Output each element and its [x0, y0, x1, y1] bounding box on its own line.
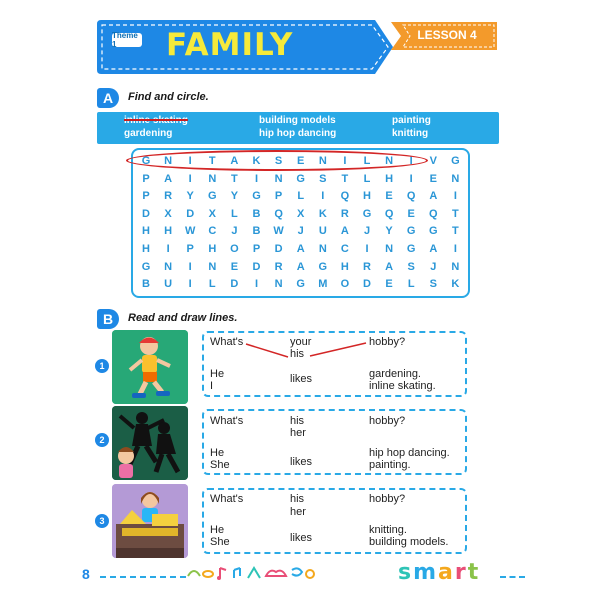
grid-letter[interactable]: K — [451, 278, 460, 291]
pronoun-option[interactable]: his — [290, 348, 305, 360]
word-bank-item: building models — [259, 115, 336, 126]
grid-letter[interactable]: L — [407, 278, 415, 291]
inline-skating-picture — [112, 330, 188, 404]
grid-letter[interactable]: A — [429, 243, 438, 255]
word-bank — [97, 112, 499, 144]
answer-option[interactable]: painting. — [369, 459, 411, 471]
grid-letter[interactable]: N — [451, 260, 460, 273]
grid-letter[interactable]: W — [273, 225, 284, 238]
grid-letter[interactable]: H — [363, 190, 371, 203]
grid-letter[interactable]: B — [142, 278, 150, 291]
grid-letter[interactable]: I — [188, 260, 192, 273]
grid-letter[interactable]: N — [164, 260, 173, 273]
grid-letter[interactable]: L — [363, 155, 371, 167]
grid-letter[interactable]: N — [208, 260, 217, 273]
grid-letter[interactable]: I — [365, 243, 369, 255]
grid-letter[interactable]: A — [296, 260, 305, 273]
grid-letter[interactable]: G — [252, 190, 261, 203]
grid-letter[interactable]: G — [406, 243, 416, 255]
grid-letter[interactable]: J — [363, 225, 371, 238]
grid-letter[interactable]: G — [362, 207, 372, 220]
grid-letter[interactable]: P — [274, 190, 283, 203]
grid-letter[interactable]: X — [297, 207, 305, 220]
subject-option[interactable]: He — [210, 524, 225, 536]
grid-letter[interactable]: O — [230, 243, 239, 255]
grid-letter[interactable]: H — [385, 172, 394, 185]
grid-letter[interactable]: I — [254, 172, 259, 185]
grid-letter[interactable]: Y — [186, 190, 194, 203]
grid-letter[interactable]: H — [340, 260, 349, 273]
grid-letter[interactable]: C — [208, 225, 217, 238]
pronoun-option[interactable]: her — [290, 427, 306, 439]
grid-letter[interactable]: T — [341, 172, 349, 185]
question-start: What's — [210, 493, 244, 505]
answer-option[interactable]: knitting. — [369, 524, 407, 536]
grid-letter[interactable]: E — [385, 190, 393, 203]
subject-option[interactable]: He — [210, 447, 225, 459]
grid-letter[interactable]: A — [164, 172, 173, 185]
building-models-picture — [112, 484, 188, 558]
grid-letter[interactable]: G — [296, 172, 305, 185]
logo-letter: t — [467, 560, 481, 585]
grid-letter[interactable]: G — [318, 260, 328, 273]
pronoun-option[interactable]: his — [290, 493, 305, 505]
grid-letter[interactable]: E — [230, 260, 239, 273]
grid-letter[interactable]: N — [318, 243, 327, 255]
grid-letter[interactable]: E — [429, 172, 437, 185]
grid-letter[interactable]: G — [451, 155, 460, 167]
grid-letter[interactable]: W — [184, 225, 196, 238]
grid-letter[interactable]: E — [297, 155, 305, 167]
grid-letter[interactable]: S — [429, 278, 437, 291]
grid-letter[interactable]: D — [363, 278, 371, 291]
grid-letter[interactable]: O — [340, 278, 350, 291]
grid-letter[interactable]: S — [319, 172, 327, 185]
smart-logo — [398, 560, 480, 585]
grid-letter[interactable]: E — [385, 278, 393, 291]
answer-circle — [126, 150, 428, 171]
question-end: hobby? — [369, 415, 406, 427]
section-b-badge: B — [97, 309, 119, 329]
hip-hop-dancing-picture — [112, 406, 188, 480]
grid-letter[interactable]: I — [321, 190, 325, 203]
grid-letter[interactable]: H — [142, 225, 150, 238]
grid-letter[interactable]: D — [186, 207, 195, 220]
grid-letter[interactable]: X — [208, 207, 216, 220]
grid-letter[interactable]: P — [186, 243, 194, 255]
grid-letter[interactable]: C — [340, 243, 349, 255]
sentence-box — [202, 409, 467, 475]
grid-letter[interactable]: R — [340, 207, 349, 220]
question-end: hobby? — [369, 336, 406, 348]
grid-letter[interactable]: G — [406, 225, 416, 238]
footer-divider-right — [500, 576, 525, 578]
grid-letter[interactable]: D — [274, 243, 283, 255]
grid-letter[interactable]: T — [452, 207, 459, 220]
footer-divider-left — [100, 576, 186, 578]
grid-letter[interactable]: I — [188, 172, 192, 185]
verb: likes — [290, 532, 313, 544]
subject-option[interactable]: I — [210, 380, 214, 392]
grid-letter[interactable]: T — [231, 172, 238, 185]
grid-letter[interactable]: S — [407, 260, 415, 273]
grid-letter[interactable]: L — [208, 278, 216, 291]
grid-letter[interactable]: I — [453, 190, 457, 203]
page-title: FAMILY — [166, 27, 294, 63]
grid-letter[interactable]: R — [363, 260, 371, 273]
grid-letter[interactable]: B — [252, 207, 261, 220]
verb: likes — [290, 456, 313, 468]
grid-letter[interactable]: D — [142, 207, 150, 220]
item-number: 2 — [95, 433, 109, 447]
word-bank-item: inline skating — [124, 115, 188, 126]
grid-letter[interactable]: G — [208, 190, 217, 203]
grid-letter[interactable]: I — [343, 155, 347, 167]
logo-letter: r — [454, 560, 468, 585]
grid-letter[interactable]: Q — [429, 207, 438, 220]
grid-letter[interactable]: J — [297, 225, 304, 238]
sentence-box — [202, 331, 467, 397]
grid-letter[interactable]: N — [164, 155, 173, 167]
grid-letter[interactable]: G — [141, 260, 151, 273]
grid-letter[interactable]: G — [429, 225, 438, 238]
answer-option[interactable]: hip hop dancing. — [369, 447, 450, 459]
grid-letter[interactable]: N — [385, 155, 394, 167]
grid-letter[interactable]: P — [252, 243, 261, 255]
grid-letter[interactable]: L — [231, 207, 238, 220]
grid-letter[interactable]: Q — [406, 190, 416, 203]
grid-letter[interactable]: Q — [384, 207, 394, 220]
answer-option[interactable]: building models. — [369, 536, 449, 548]
grid-letter[interactable]: H — [164, 225, 173, 238]
grid-letter[interactable]: V — [429, 155, 437, 167]
grid-letter[interactable]: Q — [274, 207, 283, 220]
grid-letter[interactable]: Y — [385, 225, 393, 238]
word-bank-item: hip hop dancing — [259, 128, 337, 139]
grid-letter[interactable]: N — [451, 172, 460, 185]
grid-letter[interactable]: I — [254, 278, 259, 291]
lesson-label: LESSON 4 — [417, 28, 477, 42]
question-end: hobby? — [369, 493, 406, 505]
subject-option[interactable]: She — [210, 459, 230, 471]
grid-letter[interactable]: K — [252, 155, 261, 167]
grid-letter[interactable]: E — [407, 207, 415, 220]
grid-letter[interactable]: K — [318, 207, 327, 220]
grid-letter[interactable]: P — [142, 172, 150, 185]
grid-letter[interactable]: N — [318, 155, 327, 167]
grid-letter[interactable]: A — [429, 190, 438, 203]
grid-letter[interactable]: M — [318, 278, 328, 291]
item-number: 1 — [95, 359, 109, 373]
grid-letter[interactable]: A — [385, 260, 394, 273]
grid-letter[interactable]: N — [208, 172, 217, 185]
grid-letter[interactable]: I — [188, 278, 192, 291]
grid-letter[interactable]: N — [274, 278, 283, 291]
section-a-badge: A — [97, 88, 119, 108]
pronoun-option[interactable]: your — [290, 336, 312, 348]
grid-letter[interactable]: H — [208, 243, 217, 255]
grid-letter[interactable]: U — [164, 278, 173, 291]
grid-letter[interactable]: X — [164, 207, 172, 220]
grid-letter[interactable]: D — [252, 260, 261, 273]
answer-option[interactable]: gardening. — [369, 368, 421, 380]
grid-letter[interactable]: L — [297, 190, 305, 203]
grid-letter[interactable]: I — [453, 243, 457, 255]
subject-option[interactable]: He — [210, 368, 225, 380]
doodle-icons — [186, 564, 316, 582]
grid-letter[interactable]: J — [430, 260, 437, 273]
grid-letter[interactable]: G — [296, 278, 305, 291]
grid-letter[interactable]: D — [230, 278, 239, 291]
pronoun-option[interactable]: her — [290, 506, 306, 518]
subject-option[interactable]: She — [210, 536, 230, 548]
logo-letter: s — [398, 560, 414, 585]
answer-option[interactable]: inline skating. — [369, 380, 436, 392]
question-start: What's — [210, 336, 244, 348]
grid-letter[interactable]: I — [409, 155, 413, 167]
grid-letter[interactable]: P — [142, 190, 150, 203]
sentence-box — [202, 488, 467, 554]
grid-letter[interactable]: A — [296, 243, 305, 255]
grid-letter[interactable]: A — [340, 225, 349, 238]
grid-letter[interactable]: Y — [230, 190, 239, 203]
grid-letter[interactable]: Q — [340, 190, 350, 203]
section-a-instruction: Find and circle. — [128, 91, 209, 103]
pronoun-option[interactable]: his — [290, 415, 305, 427]
drawn-lines — [204, 333, 465, 395]
section-b-instruction: Read and draw lines. — [128, 312, 238, 324]
question-start: What's — [210, 415, 244, 427]
verb: likes — [290, 373, 313, 385]
grid-letter[interactable]: H — [142, 243, 150, 255]
grid-letter[interactable]: I — [166, 243, 170, 255]
grid-letter[interactable]: T — [452, 225, 459, 238]
grid-letter[interactable]: N — [274, 172, 283, 185]
grid-letter[interactable]: S — [274, 155, 283, 167]
word-bank-item: gardening — [124, 128, 173, 139]
grid-letter[interactable]: R — [274, 260, 283, 273]
item-number: 3 — [95, 514, 109, 528]
grid-letter[interactable]: J — [231, 225, 238, 238]
grid-letter[interactable]: L — [363, 172, 371, 185]
grid-letter[interactable]: T — [208, 155, 216, 167]
theme-tag: Theme 1 — [112, 33, 142, 47]
grid-letter[interactable]: G — [141, 155, 151, 167]
grid-letter[interactable]: I — [188, 155, 192, 167]
page-number: 8 — [82, 566, 90, 582]
word-bank-item: knitting — [392, 128, 429, 139]
grid-letter[interactable]: U — [318, 225, 327, 238]
logo-letter: m — [413, 560, 439, 585]
grid-letter[interactable]: A — [230, 155, 239, 167]
word-bank-item: painting — [392, 115, 431, 126]
logo-letter: a — [438, 560, 455, 585]
grid-letter[interactable]: I — [409, 172, 413, 185]
grid-letter[interactable]: N — [385, 243, 394, 255]
grid-letter[interactable]: R — [164, 190, 173, 203]
grid-letter[interactable]: B — [252, 225, 261, 238]
